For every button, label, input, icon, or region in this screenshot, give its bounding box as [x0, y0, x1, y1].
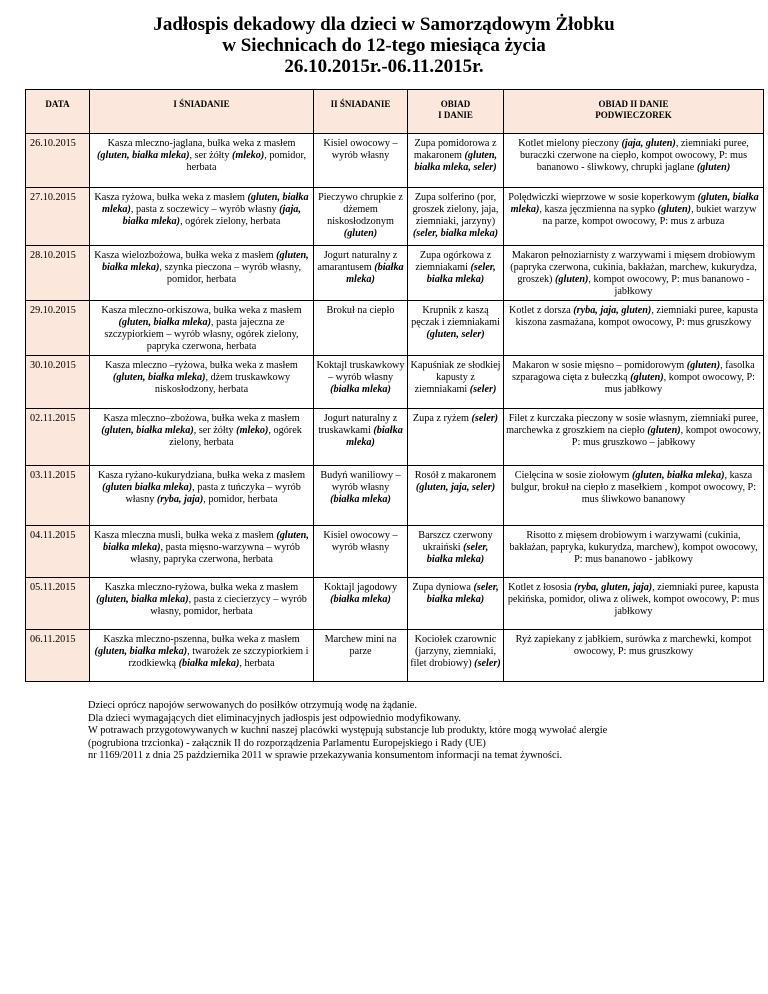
lunch-2-cell: Risotto z mięsem drobiowym i warzywami (cukinia, bakłażan, papryka, kukurydza, marchew), kompot owocowy, P: mus bananowo - jabłkowy: [504, 526, 764, 578]
breakfast-2-cell: Marchew mini na parze: [314, 630, 408, 682]
lunch-2-cell: Cielęcina w sosie ziołowym (gluten, białka mleka), kasza bulgur, brokuł na ciepło z masełkiem , kompot owocowy, P: mus śliwkowo bananowy: [504, 466, 764, 526]
lunch-2-cell: Kotlet z łososia (ryba, gluten, jaja), ziemniaki puree, kapusta pekińska, pomidor, oliwa z oliwek, kompot owocowy, P: mus jabłkowy: [504, 578, 764, 630]
table-row: [26, 246, 764, 301]
title-line-1: Jadłospis dekadowy dla dzieci w Samorządowym Żłobku: [153, 14, 615, 35]
date-cell: 04.11.2015: [26, 526, 90, 578]
date-cell: 28.10.2015: [26, 246, 90, 301]
lunch-1-cell: Kapuśniak ze słodkiej kapusty z ziemniakami (seler): [408, 356, 504, 409]
table-row: [26, 134, 764, 188]
column-header-breakfast-1: I ŚNIADANIE: [90, 90, 314, 134]
date-cell: 06.11.2015: [26, 630, 90, 682]
date-cell: 27.10.2015: [26, 188, 90, 246]
breakfast-2-cell: Kisiel owocowy – wyrób własny: [314, 134, 408, 188]
table-row: [26, 466, 764, 526]
column-header-lunch-2: OBIAD II DANIE PODWIECZOREK: [504, 90, 764, 134]
breakfast-2-cell: Jogurt naturalny z amarantusem (białka mleka): [314, 246, 408, 301]
breakfast-1-cell: Kasza ryżowa, bułka weka z masłem (gluten, białka mleka), pasta z soczewicy – wyrób własny (jaja, białka mleka), ogórek zielony, herbata: [90, 188, 314, 246]
table-row: [26, 526, 764, 578]
lunch-2-cell: Polędwiczki wieprzowe w sosie koperkowym (gluten, białka mleka), kasza jęczmienna na sypko (gluten), bukiet warzyw na parze, kompot owocowy, P: mus z arbuza: [504, 188, 764, 246]
title-line-3: 26.10.2015r.-06.11.2015r.: [284, 56, 484, 77]
lunch-2-cell: Ryż zapiekany z jabłkiem, surówka z marchewki, kompot owocowy, P: mus gruszkowy: [504, 630, 764, 682]
lunch-1-cell: Zupa dyniowa (seler, białka mleka): [408, 578, 504, 630]
table-row: [26, 578, 764, 630]
column-header-breakfast-2: II ŚNIADANIE: [314, 90, 408, 134]
breakfast-1-cell: Kaszka mleczno-pszenna, bułka weka z masłem (gluten, białka mleka), twarożek ze szczypiorkiem i rzodkiewką (białka mleka), herbata: [90, 630, 314, 682]
table-row: [26, 301, 764, 356]
breakfast-1-cell: Kasza mleczna musli, bułka weka z masłem (gluten, białka mleka), pasta mięsno-warzywna – wyrób własny, papryka czerwona, herbata: [90, 526, 314, 578]
table-row: [26, 356, 764, 409]
note-line: Dzieci oprócz napojów serwowanych do posiłków otrzymują wodę na żądanie.: [88, 700, 417, 711]
lunch-1-cell: Zupa z ryżem (seler): [408, 409, 504, 466]
note-line: nr 1169/2011 z dnia 25 października 2011 w sprawie przekazywania konsumentom informacji na temat żywności.: [88, 750, 563, 762]
lunch-1-cell: Rosół z makaronem (gluten, jaja, seler): [408, 466, 504, 526]
lunch-2-cell: Kotlet mielony pieczony (jaja, gluten), ziemniaki puree, buraczki czerwone na ciepło, kompot owocowy, P: mus bananowo - śliwkowy, chrupki jaglane (gluten): [504, 134, 764, 188]
table-header-row: [26, 90, 764, 134]
lunch-1-cell: Zupa ogórkowa z ziemniakami (seler, białka mleka): [408, 246, 504, 301]
lunch-1-cell: Zupa solferino (por, groszek zielony, jaja, ziemniaki, jarzyny) (seler, białka mleka): [408, 188, 504, 246]
date-cell: 05.11.2015: [26, 578, 90, 630]
date-cell: 30.10.2015: [26, 356, 90, 409]
breakfast-2-cell: Koktajl truskawkowy – wyrób własny (białka mleka): [314, 356, 408, 409]
breakfast-2-cell: Budyń waniliowy – wyrób własny (białka mleka): [314, 466, 408, 526]
lunch-2-cell: Makaron w sosie mięsno – pomidorowym (gluten), fasolka szparagowa cięta z bułeczką (gluten), kompot owocowy, P: mus jabłkowy: [504, 356, 764, 409]
breakfast-1-cell: Kasza mleczno –ryżowa, bułka weka z masłem (gluten, białka mleka), dżem truskawkowy niskosłodzony, herbata: [90, 356, 314, 409]
breakfast-1-cell: Kaszka mleczno-ryżowa, bułka weka z masłem (gluten, białka mleka), pasta z ciecierzycy – wyrób własny, pomidor, herbata: [90, 578, 314, 630]
table-row: [26, 188, 764, 246]
lunch-1-cell: Krupnik z kaszą pęczak i ziemniakami (gluten, seler): [408, 301, 504, 356]
page-title: [0, 14, 768, 77]
lunch-2-cell: Makaron pełnoziarnisty z warzywami i mięsem drobiowym (papryka czerwona, cukinia, bakłażan, marchew, kukurydza, groszek) (gluten), kompot owocowy, P: mus bananowo - jabłkowy: [504, 246, 764, 301]
breakfast-2-cell: Kisiel owocowy – wyrób własny: [314, 526, 408, 578]
table-row: [26, 630, 764, 682]
note-line: Dla dzieci wymagających diet eliminacyjnych jadłospis jest odpowiednio modyfikowany.: [88, 712, 462, 724]
breakfast-2-cell: Brokuł na ciepło: [314, 301, 408, 356]
lunch-2-cell: Filet z kurczaka pieczony w sosie własnym, ziemniaki puree, marchewka z groszkiem na ciepło (gluten), kompot owocowy, P: mus gruszkowo – jabłkowy: [504, 409, 764, 466]
lunch-1-cell: Barszcz czerwony ukraiński (seler, białka mleka): [408, 526, 504, 578]
breakfast-1-cell: Kasza wielozbożowa, bułka weka z masłem (gluten, białka mleka), szynka pieczona – wyrób własny, pomidor, herbata: [90, 246, 314, 301]
table-row: [26, 409, 764, 466]
note-line: (pogrubiona trzcionka) - załącznik II do rozporządzenia Parlamentu Europejskiego i Rady (UE): [88, 737, 486, 749]
date-cell: 29.10.2015: [26, 301, 90, 356]
breakfast-1-cell: Kasza ryżano-kukurydziana, bułka weka z masłem (gluten białka mleka), pasta z tuńczyka – wyrób własny (ryba, jaja), pomidor, herbata: [90, 466, 314, 526]
breakfast-2-cell: Pieczywo chrupkie z dżemem niskosłodzonym (gluten): [314, 188, 408, 246]
column-header-lunch-1: OBIAD I DANIE: [408, 90, 504, 134]
menu-table: [25, 89, 764, 682]
title-line-2: w Siechnicach do 12-tego miesiąca życia: [222, 35, 546, 56]
lunch-1-cell: Zupa pomidorowa z makaronem (gluten, białka mleka, seler): [408, 134, 504, 188]
breakfast-1-cell: Kasza mleczno-jaglana, bułka weka z masłem (gluten, białka mleka), ser żółty (mleko), pomidor, herbata: [90, 134, 314, 188]
breakfast-1-cell: Kasza mleczno–zbożowa, bułka weka z masłem (gluten, białka mleka), ser żółty (mleko), ogórek zielony, herbata: [90, 409, 314, 466]
date-cell: 02.11.2015: [26, 409, 90, 466]
breakfast-1-cell: Kasza mleczno-orkiszowa, bułka weka z masłem (gluten, białka mleka), pasta jajeczna ze szczypiorkiem – wyrób własny, ogórek zielony, papryka czerwona, herbata: [90, 301, 314, 356]
column-header-date: DATA: [26, 90, 90, 134]
breakfast-2-cell: Koktajl jagodowy (białka mleka): [314, 578, 408, 630]
date-cell: 03.11.2015: [26, 466, 90, 526]
date-cell: 26.10.2015: [26, 134, 90, 188]
footer-notes: [88, 700, 758, 763]
lunch-1-cell: Kociołek czarownic (jarzyny, ziemniaki, filet drobiowy) (seler): [408, 630, 504, 682]
breakfast-2-cell: Jogurt naturalny z truskawkami (białka mleka): [314, 409, 408, 466]
lunch-2-cell: Kotlet z dorsza (ryba, jaja, gluten), ziemniaki puree, kapusta kiszona zasmażana, kompot owocowy, P: mus gruszkowy: [504, 301, 764, 356]
note-line: W potrawach przygotowywanych w kuchni naszej placówki występują substancje lub produkty, które mogą wywołać alergie: [88, 725, 608, 737]
